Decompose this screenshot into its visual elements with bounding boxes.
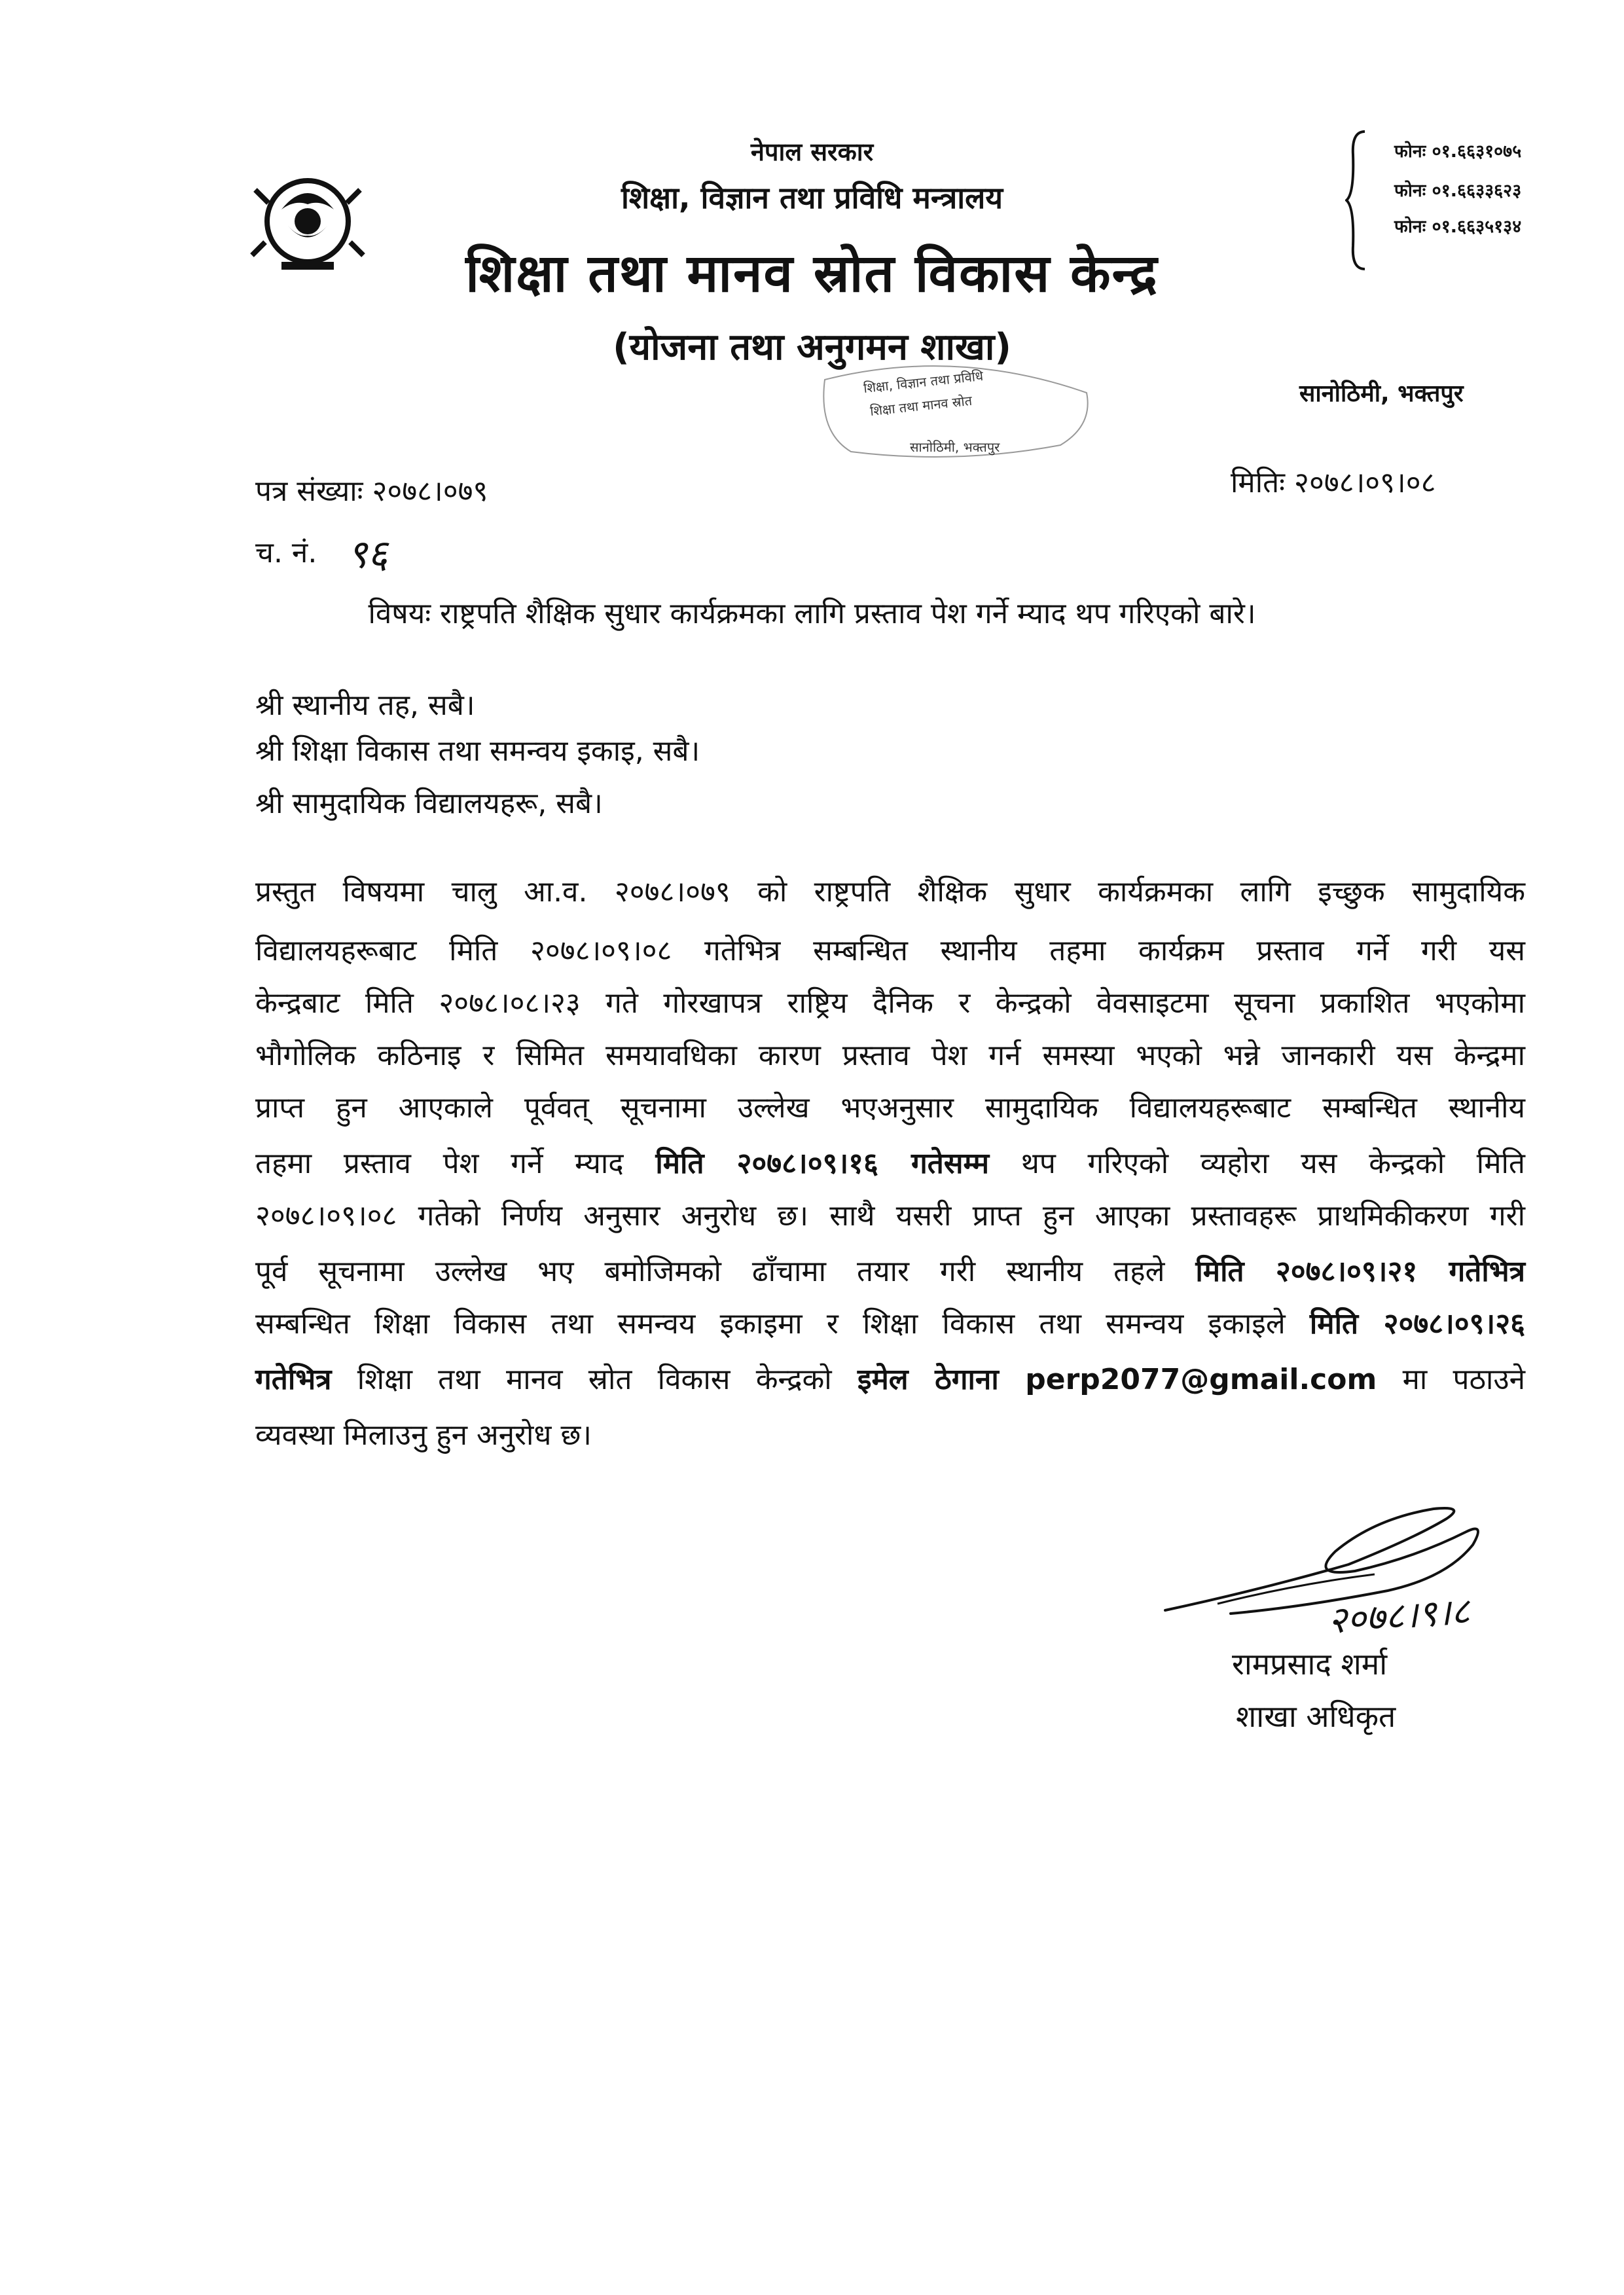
phone-number: फोनः ०१.६६३३६२३ xyxy=(1394,181,1522,201)
office-address: सानोठिमी, भक्तपुर xyxy=(1299,380,1464,407)
body-line: व्यवस्था मिलाउनु हुन अनुरोध छ। xyxy=(255,1419,592,1452)
body-line: भौगोलिक कठिनाइ र सिमित समयावधिका कारण प्रस्ताव पेश गर्न समस्या भएको भन्ने जानकारी यस केन्द्रमा xyxy=(255,1039,1525,1072)
dispatch-number xyxy=(340,527,425,579)
signer-title: शाखा अधिकृत xyxy=(1236,1699,1396,1734)
body-text: थप गरिएको व्यहोरा यस केन्द्रको मिति xyxy=(1020,1147,1525,1180)
recipient: श्री स्थानीय तह, सबै। xyxy=(255,689,475,722)
body-line xyxy=(255,1250,1525,1290)
unit-deadline: मिति २०७८।०९।२६ xyxy=(1309,1307,1525,1341)
phone-list xyxy=(1335,128,1551,272)
handwritten-signature xyxy=(1139,1492,1558,1656)
dispatch-label: च. नं. xyxy=(255,536,317,569)
body-line: प्राप्त हुन आएकाले पूर्ववत् सूचनामा उल्लेख भएअनुसार सामुदायिक विद्यालयहरूबाट सम्बन्धित स्थानीय xyxy=(255,1091,1525,1125)
body-text: पूर्व सूचनामा उल्लेख भए बमोजिमको ढाँचामा तयार गरी स्थानीय तहले xyxy=(255,1255,1165,1288)
body-line: २०७८।०९।०८ गतेको निर्णय अनुसार अनुरोध छ। साथै यसरी प्राप्त हुन आएका प्रस्तावहरू प्राथमिकीकरण गरी xyxy=(255,1199,1525,1233)
nepal-emblem-icon xyxy=(242,164,373,275)
letter-date: मितिः २०७८।०९।०८ xyxy=(1231,466,1436,499)
body-line xyxy=(255,1142,1525,1182)
center-name: शिक्षा तथा मानव स्रोत विकास केन्द्र xyxy=(465,243,1159,304)
stamp-line: शिक्षा, विज्ञान तथा प्रविधि xyxy=(863,367,984,396)
body-line xyxy=(255,1358,1525,1398)
signer-name: रामप्रसाद शर्मा xyxy=(1232,1646,1388,1682)
recipient: श्री सामुदायिक विद्यालयहरू, सबै। xyxy=(255,787,603,820)
recipient: श्री शिक्षा विकास तथा समन्वय इकाइ, सबै। xyxy=(255,734,700,768)
body-line xyxy=(255,1303,1525,1342)
branch-name: (योजना तथा अनुगमन शाखा) xyxy=(613,326,1011,369)
signature-date: २०७८।९।८ xyxy=(1326,1589,1471,1642)
body-line: प्रस्तुत विषयमा चालु आ.व. २०७८।०७९ को राष्ट्रपति शैक्षिक सुधार कार्यक्रमका लागि इच्छुक सामुदायिक xyxy=(255,875,1525,909)
stamp-line: सानोठिमी, भक्तपुर xyxy=(910,439,1000,455)
body-line: विद्यालयहरूबाट मिति २०७८।०९।०८ गतेभित्र सम्बन्धित स्थानीय तहमा कार्यक्रम प्रस्ताव गर्ने गरी यस xyxy=(255,934,1525,967)
letter-subject: विषयः राष्ट्रपति शैक्षिक सुधार कार्यक्रमका लागि प्रस्ताव पेश गर्ने म्याद थप गरिएको बारे। xyxy=(368,597,1256,630)
phone-number: फोनः ०१.६६३१०७५ xyxy=(1394,141,1522,162)
local-deadline: मिति २०७८।०९।२१ गतेभित्र xyxy=(1195,1255,1525,1288)
body-text: सम्बन्धित शिक्षा विकास तथा समन्वय इकाइमा र शिक्षा विकास तथा समन्वय इकाइले xyxy=(255,1307,1286,1341)
svg-text:९६: ९६ xyxy=(347,532,388,577)
government-name: नेपाल सरकार xyxy=(750,137,874,166)
body-text: तहमा प्रस्ताव पेश गर्ने म्याद xyxy=(255,1147,624,1180)
reference-number: पत्र संख्याः २०७८।०७९ xyxy=(255,475,488,508)
body-text: शिक्षा तथा मानव स्रोत विकास केन्द्रको xyxy=(357,1363,832,1396)
phone-number: फोनः ०१.६६३५१३४ xyxy=(1394,217,1522,237)
body-text: मा पठाउने xyxy=(1402,1363,1525,1396)
stamp-line: शिक्षा तथा मानव स्रोत xyxy=(869,392,973,419)
body-text: गतेभित्र xyxy=(255,1363,332,1396)
office-stamp xyxy=(812,353,1100,465)
extended-deadline: मिति २०७८।०९।१६ गतेसम्म xyxy=(655,1147,990,1180)
body-line: केन्द्रबाट मिति २०७८।०८।२३ गते गोरखापत्र राष्ट्रिय दैनिक र केन्द्रको वेवसाइटमा सूचना प्रकाशित भएकोमा xyxy=(255,986,1525,1020)
email-address: इमेल ठेगाना perp2077@gmail.com xyxy=(857,1363,1377,1396)
ministry-name: शिक्षा, विज्ञान तथा प्रविधि मन्त्रालय xyxy=(621,180,1003,215)
